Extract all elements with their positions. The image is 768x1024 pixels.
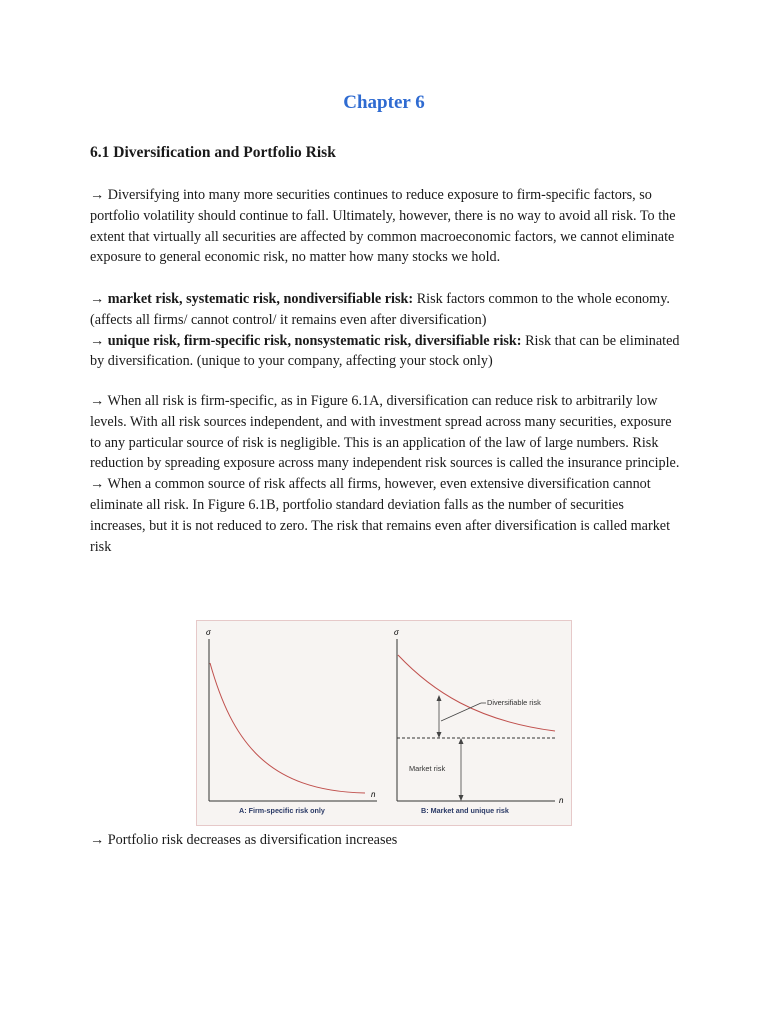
definition-term: market risk, systematic risk, nondiversifiable risk: bbox=[107, 291, 414, 307]
market-risk-label: Market risk bbox=[409, 764, 446, 773]
arrow-icon: → bbox=[90, 393, 105, 409]
explanation-block bbox=[90, 391, 680, 557]
figure-svg bbox=[197, 621, 573, 827]
panel-a-risk-curve bbox=[210, 663, 365, 793]
panel-b-x-label: n bbox=[559, 796, 564, 805]
paragraph-diversification bbox=[90, 185, 680, 268]
arrow-icon: → bbox=[90, 291, 105, 307]
paragraph-text: When a common source of risk affects all firms, however, even extensive diversification cannot eliminate all risk. In Figure 6.1B, portfolio standard deviation falls as the number of securities increases, but it is not reduced to zero. The risk that remains even after diversification is called market risk bbox=[90, 476, 671, 555]
diversifiable-risk-label: Diversifiable risk bbox=[487, 698, 541, 707]
chapter-title: Chapter 6 bbox=[343, 92, 425, 113]
definition-text: Risk factors common to the whole economy. (affects all firms/ cannot control/ it remains even after diversification) bbox=[90, 291, 670, 328]
paragraph-common-risk bbox=[90, 474, 680, 557]
paragraph-firm-specific bbox=[90, 391, 680, 474]
arrowhead-down-icon bbox=[437, 732, 442, 738]
figure-diversification bbox=[196, 620, 572, 826]
definition-text: Risk that can be eliminated by diversification. (unique to your company, affecting your stock only) bbox=[90, 332, 680, 370]
panel-a-caption: A: Firm-specific risk only bbox=[239, 806, 325, 815]
paragraph-text: Diversifying into many more securities continues to reduce exposure to firm-specific factors, so portfolio volatility should continue to fall. Ultimately, however, there is no way to avoid all risk. To the extent that virtually all securities are affected by common macroeconomic factors, we cannot eliminate exposure to general economic risk, no matter how many stocks we hold. bbox=[90, 187, 676, 266]
panel-b-y-label: σ bbox=[394, 628, 399, 637]
arrow-icon: → bbox=[90, 187, 105, 203]
panel-a-y-label: σ bbox=[206, 628, 211, 637]
panel-a-x-label: n bbox=[371, 790, 376, 799]
panel-a bbox=[206, 628, 377, 815]
paragraph-text: When all risk is firm-specific, as in Figure 6.1A, diversification can reduce risk to arbitrarily low levels. With all risk sources independent, and with investment spread across many securities, exposure to any particular source of risk is negligible. This is an application of the law of large numbers. Risk reduction by spreading exposure across many independent risk sources is called the insurance principle. bbox=[90, 393, 680, 472]
panel-b bbox=[394, 628, 564, 815]
arrowhead-up-icon bbox=[437, 695, 442, 701]
arrow-icon: → bbox=[90, 476, 105, 493]
panel-b-caption: B: Market and unique risk bbox=[421, 806, 509, 815]
figure-caption bbox=[90, 830, 397, 850]
arrow-icon: → bbox=[90, 332, 105, 349]
arrowhead-up-icon bbox=[459, 738, 464, 744]
diversifiable-pointer-line bbox=[441, 703, 481, 721]
definitions-block bbox=[90, 289, 680, 372]
definition-term: unique risk, firm-specific risk, nonsystematic risk, diversifiable risk: bbox=[107, 332, 522, 349]
section-heading: 6.1 Diversification and Portfolio Risk bbox=[90, 144, 336, 161]
panel-b-risk-curve bbox=[398, 655, 555, 731]
definition-unique-risk bbox=[90, 331, 680, 373]
definition-market-risk bbox=[90, 289, 680, 331]
figure-caption-text: Portfolio risk decreases as diversification increases bbox=[107, 832, 398, 848]
arrow-icon: → bbox=[90, 832, 105, 848]
arrowhead-down-icon bbox=[459, 795, 464, 801]
